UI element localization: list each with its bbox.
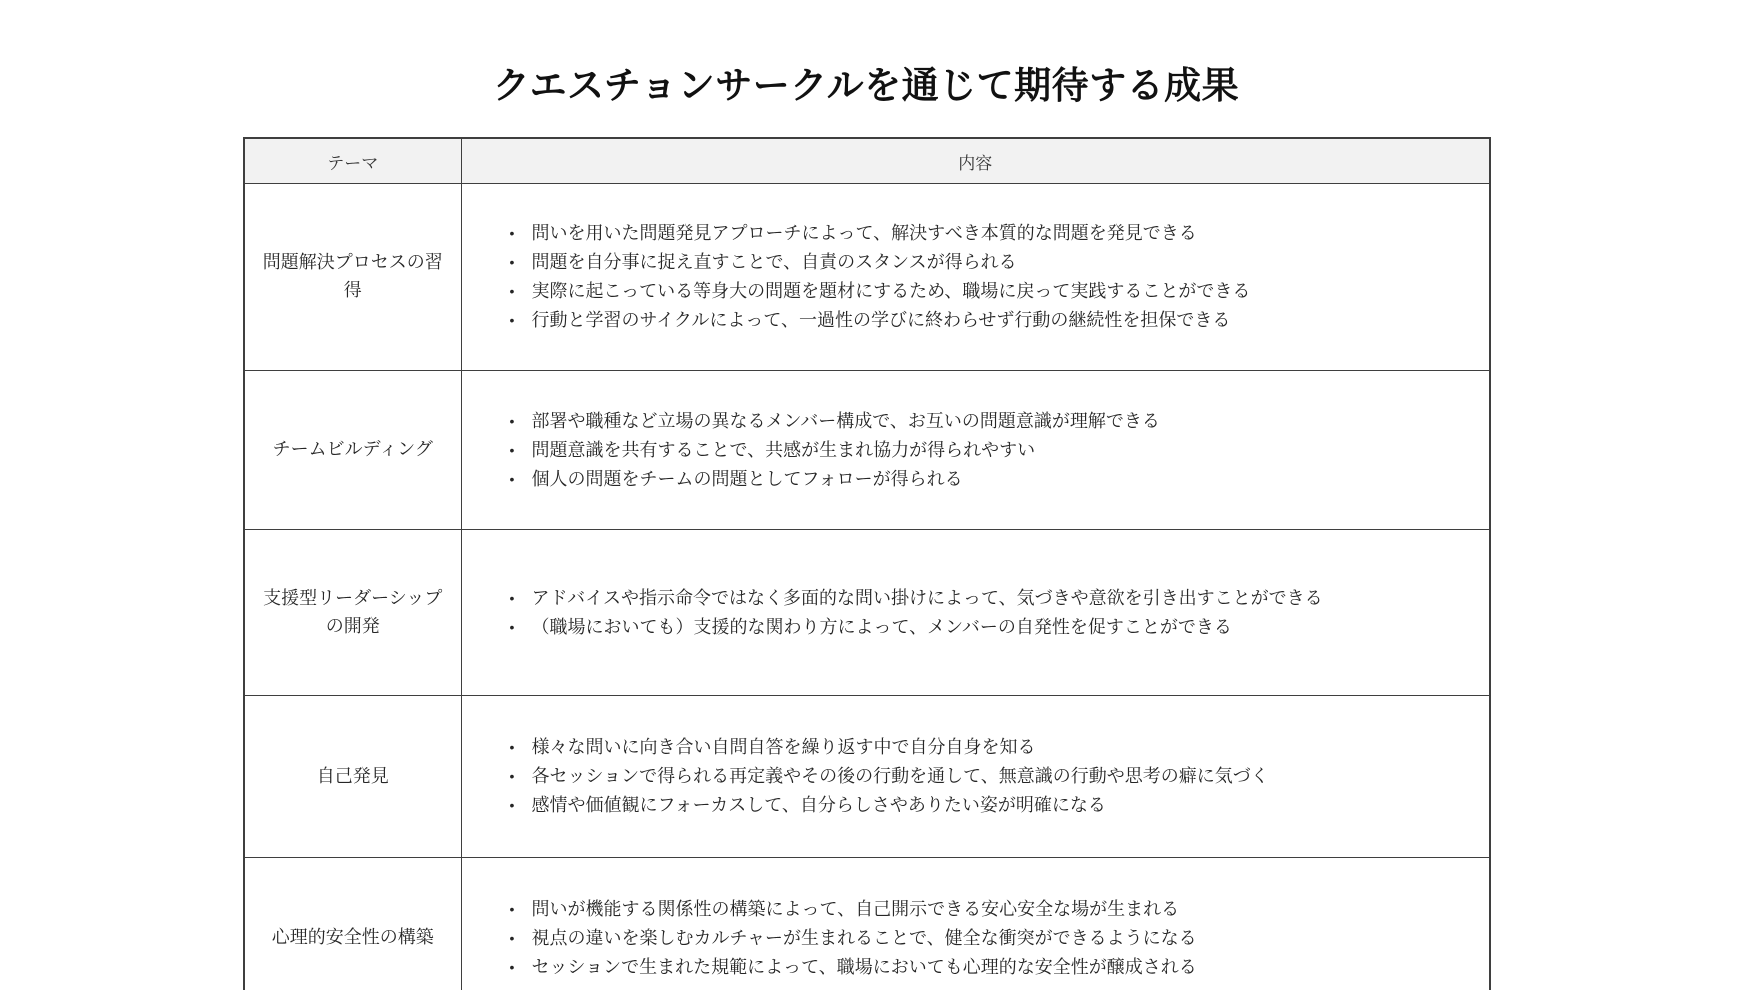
content-column-header: 内容 [461, 138, 1490, 184]
bullet-icon [510, 924, 532, 953]
bullet-item [510, 613, 1472, 642]
bullet-icon [510, 791, 532, 820]
bullet-list [462, 895, 1472, 982]
content-cell [461, 371, 1490, 530]
bullet-icon [510, 248, 532, 277]
bullet-text: 問題意識を共有することで、共感が生まれ協力が得られやすい [531, 439, 1036, 460]
bullet-list [462, 584, 1472, 642]
bullet-item [510, 953, 1472, 982]
bullet-item [510, 791, 1472, 820]
bullet-icon [510, 277, 532, 306]
bullet-item [510, 306, 1472, 335]
theme-column-header: テーマ [244, 138, 461, 184]
bullet-text: （職場においても）支援的な関わり方によって、メンバーの自発性を促すことができる [531, 616, 1232, 637]
page-title: クエスチョンサークルを通じて期待する成果 [492, 65, 1240, 106]
bullet-text: アドバイスや指示命令ではなく多面的な問い掛けによって、気づきや意欲を引き出すことができる [531, 587, 1323, 608]
bullet-icon [510, 613, 532, 642]
theme-cell: 支援型リーダーシップの開発 [244, 530, 461, 696]
bullet-icon [510, 953, 532, 982]
bullet-text: 部署や職種など立場の異なるメンバー構成で、お互いの問題意識が理解できる [531, 410, 1160, 431]
table-row-supportive-leadership [244, 530, 1490, 696]
bullet-icon [510, 219, 532, 248]
bullet-text: 様々な問いに向き合い自問自答を繰り返す中で自分自身を知る [531, 737, 1036, 757]
bullet-text: 問いが機能する関係性の構築によって、自己開示できる安心安全な場が生まれる [531, 898, 1180, 919]
bullet-list [462, 219, 1472, 335]
bullet-item [510, 733, 1472, 762]
table-row-psychological-safety [244, 858, 1490, 990]
bullet-item [510, 762, 1472, 791]
content-cell [461, 696, 1490, 858]
bullet-item [510, 436, 1472, 465]
theme-cell: 心理的安全性の構築 [244, 858, 461, 990]
bullet-icon [510, 584, 532, 613]
bullet-icon [510, 762, 532, 791]
bullet-text: 問いを用いた問題発見アプローチによって、解決すべき本質的な問題を発見できる [531, 223, 1197, 243]
bullet-text: 視点の違いを楽しむカルチャーが生まれることで、健全な衝突ができるようになる [531, 927, 1197, 948]
bullet-item [510, 924, 1472, 953]
bullet-list [462, 733, 1472, 820]
bullet-text: 行動と学習のサイクルによって、一過性の学びに終わらせず行動の継続性を担保できる [531, 310, 1231, 330]
bullet-icon [510, 407, 532, 436]
content-cell [461, 184, 1490, 371]
bullet-item [510, 277, 1472, 306]
bullet-icon [510, 306, 532, 335]
bullet-item [510, 465, 1472, 494]
bullet-icon [510, 436, 532, 465]
bullet-text: 実際に起こっている等身大の問題を題材にするため、職場に戻って実践することができる [531, 281, 1251, 301]
bullet-text: 問題を自分事に捉え直すことで、自責のスタンスが得られる [531, 252, 1017, 272]
bullet-icon [510, 465, 532, 494]
content-cell [461, 858, 1490, 990]
bullet-text: セッションで生まれた規範によって、職場においても心理的な安全性が醸成される [531, 956, 1197, 977]
table-row-team-building [244, 371, 1490, 530]
bullet-item [510, 248, 1472, 277]
bullet-text: 各セッションで得られる再定義やその後の行動を通して、無意識の行動や思考の癖に気づく [531, 766, 1269, 786]
expected-outcomes-table [243, 137, 1491, 990]
theme-cell: 問題解決プロセスの習得 [244, 184, 461, 371]
content-cell [461, 530, 1490, 696]
bullet-icon [510, 895, 532, 924]
bullet-item [510, 584, 1472, 613]
bullet-list [462, 407, 1472, 494]
table-row-self-discovery [244, 696, 1490, 858]
bullet-item [510, 895, 1472, 924]
bullet-item [510, 219, 1472, 248]
bullet-text: 個人の問題をチームの問題としてフォローが得られる [531, 468, 963, 489]
theme-cell: 自己発見 [244, 696, 461, 858]
header-row [244, 138, 1490, 184]
bullet-text: 感情や価値観にフォーカスして、自分らしさやありたい姿が明確になる [531, 795, 1106, 815]
bullet-item [510, 407, 1472, 436]
table-row-problem-solving [244, 184, 1490, 371]
bullet-icon [510, 733, 532, 762]
theme-cell: チームビルディング [244, 371, 461, 530]
